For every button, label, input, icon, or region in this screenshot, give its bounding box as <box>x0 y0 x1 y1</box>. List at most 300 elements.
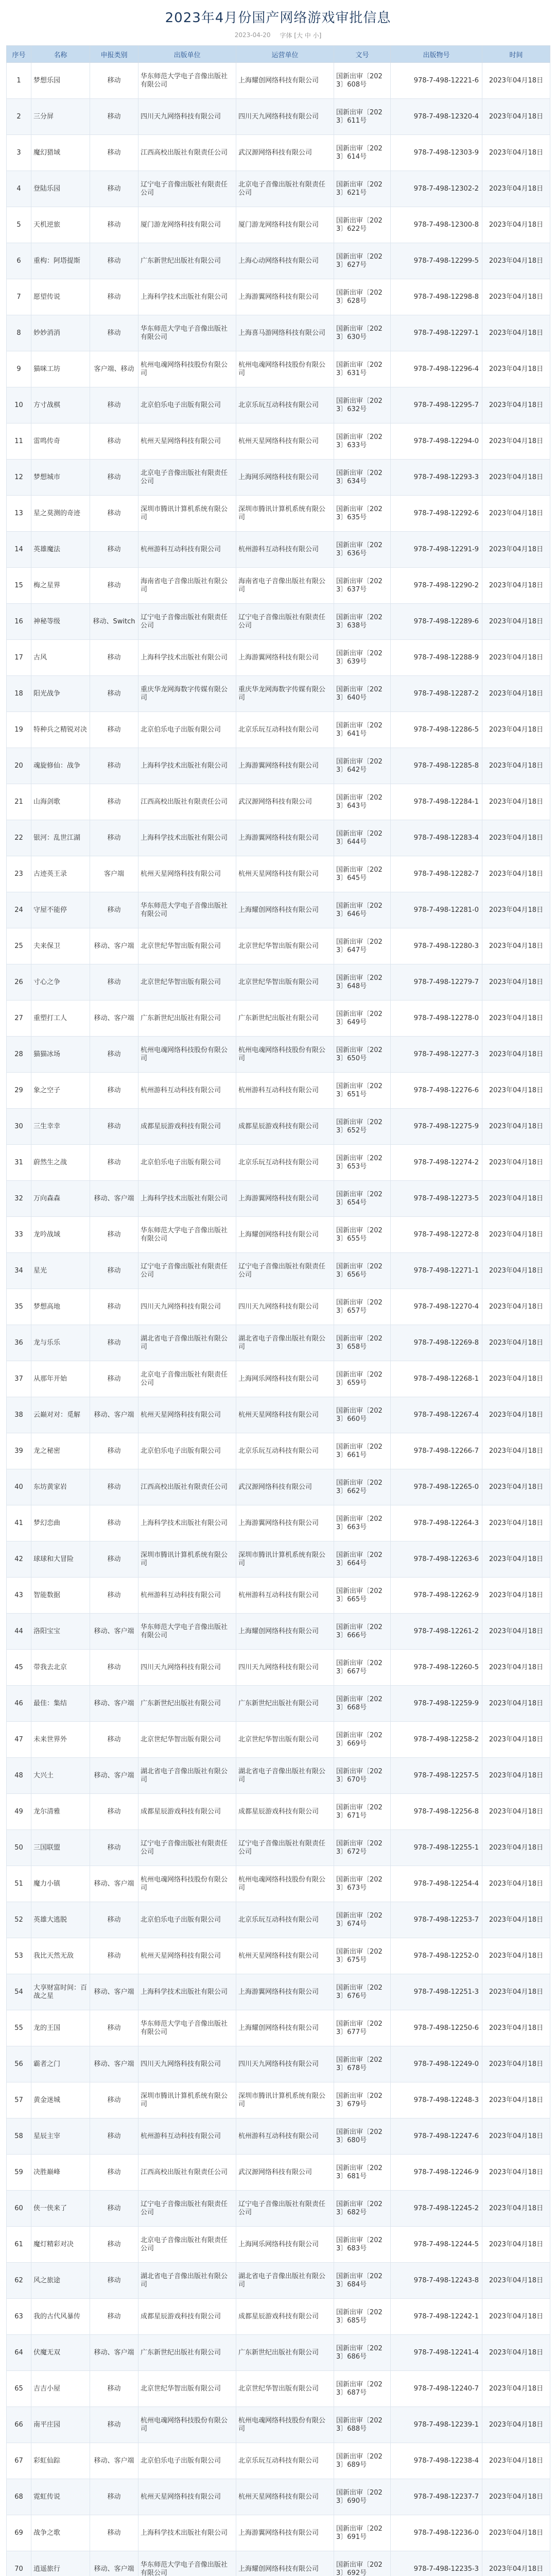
table-row <box>7 1866 550 1902</box>
cell-isbn: 978-7-498-12249-0 <box>391 2046 482 2082</box>
cell-operator: 武汉源网络科技有限公司 <box>236 2155 334 2191</box>
cell-approval-number: 国新出审〔2023〕644号 <box>334 820 391 856</box>
cell-category: 移动 <box>90 171 138 207</box>
cell-index: 47 <box>7 1722 31 1758</box>
cell-game-name: 蔚然生之战 <box>31 1145 90 1181</box>
cell-index: 30 <box>7 1109 31 1145</box>
table-row <box>7 1650 550 1686</box>
cell-game-name: 三分屏 <box>31 99 90 135</box>
cell-approval-number: 国新出审〔2023〕664号 <box>334 1541 391 1578</box>
cell-approval-number: 国新出审〔2023〕667号 <box>334 1650 391 1686</box>
cell-approval-number: 国新出审〔2023〕633号 <box>334 423 391 460</box>
cell-approval-number: 国新出审〔2023〕669号 <box>334 1722 391 1758</box>
cell-isbn: 978-7-498-12286-5 <box>391 712 482 748</box>
cell-date: 2023年04月18日 <box>482 1253 550 1289</box>
cell-isbn: 978-7-498-12277-3 <box>391 1037 482 1073</box>
cell-publisher: 北京伯乐电子出版有限公司 <box>138 712 236 748</box>
cell-index: 16 <box>7 604 31 640</box>
cell-index: 48 <box>7 1758 31 1794</box>
cell-category: 移动 <box>90 1325 138 1361</box>
cell-game-name: 古迹英王录 <box>31 856 90 892</box>
cell-isbn: 978-7-498-12281-0 <box>391 892 482 928</box>
cell-isbn: 978-7-498-12256-8 <box>391 1794 482 1830</box>
cell-category: 移动 <box>90 1722 138 1758</box>
cell-isbn: 978-7-498-12267-4 <box>391 1397 482 1433</box>
cell-approval-number: 国新出审〔2023〕642号 <box>334 748 391 784</box>
table-row <box>7 820 550 856</box>
cell-date: 2023年04月18日 <box>482 892 550 928</box>
table-row <box>7 63 550 99</box>
cell-date: 2023年04月18日 <box>482 1938 550 1974</box>
table-row <box>7 2119 550 2155</box>
cell-isbn: 978-7-498-12221-6 <box>391 63 482 99</box>
cell-game-name: 龙之秘密 <box>31 1433 90 1469</box>
cell-date: 2023年04月18日 <box>482 1866 550 1902</box>
cell-isbn: 978-7-498-12279-7 <box>391 964 482 1001</box>
cell-isbn: 978-7-498-12253-7 <box>391 1902 482 1938</box>
table-row <box>7 2407 550 2443</box>
cell-operator: 杭州电魂网络科技股份有限公司 <box>236 2407 334 2443</box>
cell-index: 4 <box>7 171 31 207</box>
cell-date: 2023年04月18日 <box>482 964 550 1001</box>
cell-publisher: 江西高校出版社有限责任公司 <box>138 135 236 171</box>
cell-date: 2023年04月18日 <box>482 1902 550 1938</box>
cell-game-name: 山海剑歌 <box>31 784 90 820</box>
cell-operator: 深圳市腾讯计算机系统有限公司 <box>236 1541 334 1578</box>
cell-approval-number: 国新出审〔2023〕643号 <box>334 784 391 820</box>
table-row <box>7 1253 550 1289</box>
table-row <box>7 1578 550 1614</box>
cell-isbn: 978-7-498-12266-7 <box>391 1433 482 1469</box>
cell-category: 移动 <box>90 99 138 135</box>
cell-category: 移动 <box>90 2299 138 2335</box>
column-header: 文号 <box>334 46 391 63</box>
header-row <box>7 46 550 63</box>
cell-publisher: 辽宁电子音像出版社有限责任公司 <box>138 1253 236 1289</box>
cell-date: 2023年04月18日 <box>482 1397 550 1433</box>
cell-game-name: 彩虹仙踪 <box>31 2443 90 2479</box>
table-row <box>7 2551 550 2576</box>
table-row <box>7 1361 550 1397</box>
cell-isbn: 978-7-498-12246-9 <box>391 2155 482 2191</box>
cell-index: 10 <box>7 387 31 423</box>
cell-category: 移动、客户端 <box>90 1397 138 1433</box>
cell-date: 2023年04月18日 <box>482 1614 550 1650</box>
cell-operator: 上海网乐网络科技有限公司 <box>236 460 334 496</box>
cell-isbn: 978-7-498-12292-6 <box>391 496 482 532</box>
cell-approval-number: 国新出审〔2023〕666号 <box>334 1614 391 1650</box>
cell-game-name: 最佳：集结 <box>31 1686 90 1722</box>
cell-index: 68 <box>7 2479 31 2515</box>
cell-date: 2023年04月18日 <box>482 2119 550 2155</box>
cell-date: 2023年04月18日 <box>482 640 550 676</box>
cell-game-name: 梦想高地 <box>31 1289 90 1325</box>
table-row <box>7 1758 550 1794</box>
table-row <box>7 2191 550 2227</box>
cell-publisher: 杭州电魂网络科技股份有限公司 <box>138 1037 236 1073</box>
cell-date: 2023年04月18日 <box>482 1109 550 1145</box>
cell-index: 26 <box>7 964 31 1001</box>
cell-isbn: 978-7-498-12260-5 <box>391 1650 482 1686</box>
cell-game-name: 万向森森 <box>31 1181 90 1217</box>
cell-publisher: 杭州天星网络科技有限公司 <box>138 2479 236 2515</box>
table-row <box>7 2371 550 2407</box>
cell-publisher: 四川天九网络科技有限公司 <box>138 99 236 135</box>
cell-game-name: 风之旅途 <box>31 2263 90 2299</box>
cell-operator: 杭州电魂网络科技股份有限公司 <box>236 1866 334 1902</box>
cell-publisher: 杭州天星网络科技有限公司 <box>138 423 236 460</box>
cell-isbn: 978-7-498-12236-0 <box>391 2515 482 2551</box>
cell-approval-number: 国新出审〔2023〕627号 <box>334 243 391 279</box>
table-row <box>7 423 550 460</box>
cell-isbn: 978-7-498-12300-8 <box>391 207 482 243</box>
table-row <box>7 2335 550 2371</box>
table-body <box>7 63 550 2576</box>
cell-approval-number: 国新出审〔2023〕671号 <box>334 1794 391 1830</box>
cell-publisher: 杭州天星网络科技有限公司 <box>138 1938 236 1974</box>
cell-operator: 杭州天星网络科技有限公司 <box>236 856 334 892</box>
cell-approval-number: 国新出审〔2023〕679号 <box>334 2082 391 2119</box>
cell-publisher: 江西高校出版社有限责任公司 <box>138 2155 236 2191</box>
cell-publisher: 杭州电魂网络科技股份有限公司 <box>138 351 236 387</box>
cell-index: 51 <box>7 1866 31 1902</box>
cell-date: 2023年04月18日 <box>482 1181 550 1217</box>
cell-approval-number: 国新出审〔2023〕638号 <box>334 604 391 640</box>
cell-game-name: 霓虹传说 <box>31 2479 90 2515</box>
cell-isbn: 978-7-498-12258-2 <box>391 1722 482 1758</box>
cell-publisher: 厦门游龙网络科技有限公司 <box>138 207 236 243</box>
cell-category: 移动、客户端 <box>90 1758 138 1794</box>
cell-category: 移动 <box>90 423 138 460</box>
cell-isbn: 978-7-498-12262-9 <box>391 1578 482 1614</box>
cell-approval-number: 国新出审〔2023〕640号 <box>334 676 391 712</box>
cell-isbn: 978-7-498-12291-9 <box>391 532 482 568</box>
page-title: 2023年4月份国产网络游戏审批信息 <box>165 10 391 26</box>
cell-operator: 辽宁电子音像出版社有限责任公司 <box>236 604 334 640</box>
cell-isbn: 978-7-498-12276-6 <box>391 1073 482 1109</box>
cell-publisher: 深圳市腾讯计算机系统有限公司 <box>138 1541 236 1578</box>
cell-approval-number: 国新出审〔2023〕683号 <box>334 2227 391 2263</box>
cell-index: 67 <box>7 2443 31 2479</box>
cell-publisher: 杭州电魂网络科技股份有限公司 <box>138 2407 236 2443</box>
cell-game-name: 梦想乐园 <box>31 63 90 99</box>
cell-isbn: 978-7-498-12243-8 <box>391 2263 482 2299</box>
table-row <box>7 1938 550 1974</box>
cell-game-name: 魂旋修仙：战争 <box>31 748 90 784</box>
cell-date: 2023年04月18日 <box>482 1217 550 1253</box>
table-row <box>7 568 550 604</box>
cell-index: 58 <box>7 2119 31 2155</box>
cell-publisher: 上海科学技术出版社有限公司 <box>138 1181 236 1217</box>
cell-index: 62 <box>7 2263 31 2299</box>
cell-game-name: 猫咪工坊 <box>31 351 90 387</box>
table-row <box>7 532 550 568</box>
table-row <box>7 2082 550 2119</box>
cell-isbn: 978-7-498-12251-3 <box>391 1974 482 2010</box>
table-row <box>7 2443 550 2479</box>
cell-category: 移动 <box>90 243 138 279</box>
cell-date: 2023年04月18日 <box>482 748 550 784</box>
cell-index: 54 <box>7 1974 31 2010</box>
cell-date: 2023年04月18日 <box>482 1794 550 1830</box>
cell-category: 移动 <box>90 1073 138 1109</box>
cell-approval-number: 国新出审〔2023〕691号 <box>334 2515 391 2551</box>
cell-category: 移动 <box>90 1505 138 1541</box>
table-row <box>7 1794 550 1830</box>
cell-index: 3 <box>7 135 31 171</box>
table-row <box>7 1145 550 1181</box>
cell-isbn: 978-7-498-12296-4 <box>391 351 482 387</box>
cell-approval-number: 国新出审〔2023〕681号 <box>334 2155 391 2191</box>
cell-isbn: 978-7-498-12252-0 <box>391 1938 482 1974</box>
cell-index: 15 <box>7 568 31 604</box>
cell-approval-number: 国新出审〔2023〕630号 <box>334 315 391 351</box>
cell-operator: 上海游翼网络科技有限公司 <box>236 1505 334 1541</box>
cell-operator: 上海耀创网络科技有限公司 <box>236 1614 334 1650</box>
cell-game-name: 从那年开始 <box>31 1361 90 1397</box>
cell-approval-number: 国新出审〔2023〕663号 <box>334 1505 391 1541</box>
cell-isbn: 978-7-498-12289-6 <box>391 604 482 640</box>
table-row <box>7 2479 550 2515</box>
cell-index: 36 <box>7 1325 31 1361</box>
cell-category: 移动、客户端 <box>90 2551 138 2576</box>
table-row <box>7 1217 550 1253</box>
cell-operator: 成都星辰游戏科技有限公司 <box>236 1109 334 1145</box>
cell-operator: 杭州天星网络科技有限公司 <box>236 423 334 460</box>
cell-operator: 辽宁电子音像出版社有限责任公司 <box>236 2191 334 2227</box>
cell-publisher: 华东师范大学电子音像出版社有限公司 <box>138 63 236 99</box>
cell-game-name: 伏魔无双 <box>31 2335 90 2371</box>
cell-date: 2023年04月18日 <box>482 135 550 171</box>
cell-game-name: 梦幻恋曲 <box>31 1505 90 1541</box>
cell-index: 63 <box>7 2299 31 2335</box>
cell-index: 39 <box>7 1433 31 1469</box>
cell-operator: 杭州天星网络科技有限公司 <box>236 2479 334 2515</box>
cell-game-name: 银河：乱世江湖 <box>31 820 90 856</box>
cell-publisher: 上海科学技术出版社有限公司 <box>138 1974 236 2010</box>
cell-category: 移动 <box>90 2407 138 2443</box>
cell-game-name: 三国联盟 <box>31 1830 90 1866</box>
cell-operator: 杭州游科互动科技有限公司 <box>236 532 334 568</box>
cell-isbn: 978-7-498-12293-3 <box>391 460 482 496</box>
cell-approval-number: 国新出审〔2023〕684号 <box>334 2263 391 2299</box>
cell-publisher: 华东师范大学电子音像出版社有限公司 <box>138 315 236 351</box>
cell-operator: 武汉源网络科技有限公司 <box>236 784 334 820</box>
cell-isbn: 978-7-498-12257-5 <box>391 1758 482 1794</box>
cell-date: 2023年04月18日 <box>482 2263 550 2299</box>
cell-operator: 广东新世纪出版社有限公司 <box>236 1686 334 1722</box>
cell-date: 2023年04月18日 <box>482 2082 550 2119</box>
cell-game-name: 守屋不能停 <box>31 892 90 928</box>
cell-date: 2023年04月18日 <box>482 676 550 712</box>
cell-approval-number: 国新出审〔2023〕654号 <box>334 1181 391 1217</box>
cell-isbn: 978-7-498-12282-7 <box>391 856 482 892</box>
cell-game-name: 大兴土 <box>31 1758 90 1794</box>
cell-operator: 广东新世纪出版社有限公司 <box>236 2335 334 2371</box>
cell-date: 2023年04月18日 <box>482 1289 550 1325</box>
cell-operator: 北京乐玩互动科技有限公司 <box>236 712 334 748</box>
cell-index: 33 <box>7 1217 31 1253</box>
table-row <box>7 1001 550 1037</box>
table-row <box>7 1902 550 1938</box>
font-size-switch[interactable]: 字体 [大 中 小] <box>280 31 322 39</box>
cell-isbn: 978-7-498-12255-1 <box>391 1830 482 1866</box>
cell-operator: 杭州游科互动科技有限公司 <box>236 1073 334 1109</box>
cell-publisher: 湖北省电子音像出版社有限公司 <box>138 1325 236 1361</box>
cell-index: 7 <box>7 279 31 315</box>
column-header: 名称 <box>31 46 90 63</box>
cell-date: 2023年04月18日 <box>482 2479 550 2515</box>
cell-publisher: 四川天九网络科技有限公司 <box>138 1289 236 1325</box>
cell-operator: 深圳市腾讯计算机系统有限公司 <box>236 496 334 532</box>
column-header: 序号 <box>7 46 31 63</box>
cell-game-name: 吉吉小屋 <box>31 2371 90 2407</box>
cell-date: 2023年04月18日 <box>482 1758 550 1794</box>
cell-category: 移动 <box>90 2119 138 2155</box>
cell-category: 移动、客户端 <box>90 928 138 964</box>
cell-approval-number: 国新出审〔2023〕635号 <box>334 496 391 532</box>
cell-publisher: 辽宁电子音像出版社有限责任公司 <box>138 171 236 207</box>
cell-isbn: 978-7-498-12302-2 <box>391 171 482 207</box>
cell-isbn: 978-7-498-12283-4 <box>391 820 482 856</box>
cell-game-name: 方寸战棋 <box>31 387 90 423</box>
table-row <box>7 2010 550 2046</box>
cell-date: 2023年04月18日 <box>482 99 550 135</box>
cell-game-name: 我比天然无敌 <box>31 1938 90 1974</box>
cell-category: 移动 <box>90 892 138 928</box>
cell-operator: 湖北省电子音像出版社有限公司 <box>236 2263 334 2299</box>
cell-category: 移动 <box>90 748 138 784</box>
cell-category: 移动 <box>90 2479 138 2515</box>
table-row <box>7 2227 550 2263</box>
cell-operator: 成都星辰游戏科技有限公司 <box>236 1794 334 1830</box>
cell-approval-number: 国新出审〔2023〕648号 <box>334 964 391 1001</box>
cell-operator: 四川天九网络科技有限公司 <box>236 1289 334 1325</box>
cell-publisher: 北京世纪华智出版有限公司 <box>138 2371 236 2407</box>
table-row <box>7 315 550 351</box>
cell-index: 44 <box>7 1614 31 1650</box>
cell-operator: 上海耀创网络科技有限公司 <box>236 2551 334 2576</box>
cell-category: 移动 <box>90 460 138 496</box>
cell-approval-number: 国新出审〔2023〕611号 <box>334 99 391 135</box>
cell-index: 25 <box>7 928 31 964</box>
cell-publisher: 北京世纪华智出版有限公司 <box>138 1722 236 1758</box>
cell-game-name: 古风 <box>31 640 90 676</box>
cell-game-name: 魔灯精彩对决 <box>31 2227 90 2263</box>
cell-isbn: 978-7-498-12294-0 <box>391 423 482 460</box>
cell-date: 2023年04月18日 <box>482 820 550 856</box>
cell-index: 35 <box>7 1289 31 1325</box>
cell-approval-number: 国新出审〔2023〕655号 <box>334 1217 391 1253</box>
table-row <box>7 243 550 279</box>
cell-approval-number: 国新出审〔2023〕665号 <box>334 1578 391 1614</box>
cell-index: 9 <box>7 351 31 387</box>
table-row <box>7 1073 550 1109</box>
cell-category: 移动 <box>90 640 138 676</box>
cell-date: 2023年04月18日 <box>482 207 550 243</box>
table-row <box>7 712 550 748</box>
table-row <box>7 1722 550 1758</box>
cell-publisher: 北京伯乐电子出版有限公司 <box>138 1433 236 1469</box>
cell-publisher: 辽宁电子音像出版社有限责任公司 <box>138 604 236 640</box>
table-row <box>7 856 550 892</box>
cell-index: 21 <box>7 784 31 820</box>
cell-approval-number: 国新出审〔2023〕634号 <box>334 460 391 496</box>
cell-category: 移动 <box>90 784 138 820</box>
cell-game-name: 梦想城市 <box>31 460 90 496</box>
cell-publisher: 上海科学技术出版社有限公司 <box>138 748 236 784</box>
cell-category: 移动 <box>90 135 138 171</box>
cell-index: 52 <box>7 1902 31 1938</box>
cell-date: 2023年04月18日 <box>482 351 550 387</box>
cell-game-name: 侠一侠来了 <box>31 2191 90 2227</box>
cell-operator: 四川天九网络科技有限公司 <box>236 1650 334 1686</box>
cell-operator: 北京乐玩互动科技有限公司 <box>236 1902 334 1938</box>
cell-date: 2023年04月18日 <box>482 1650 550 1686</box>
cell-index: 40 <box>7 1469 31 1505</box>
cell-category: 移动 <box>90 279 138 315</box>
cell-isbn: 978-7-498-12242-1 <box>391 2299 482 2335</box>
cell-index: 64 <box>7 2335 31 2371</box>
table-row <box>7 460 550 496</box>
cell-approval-number: 国新出审〔2023〕689号 <box>334 2443 391 2479</box>
cell-publisher: 杭州天星网络科技有限公司 <box>138 856 236 892</box>
cell-index: 70 <box>7 2551 31 2576</box>
cell-index: 17 <box>7 640 31 676</box>
cell-game-name: 战争之歌 <box>31 2515 90 2551</box>
cell-index: 1 <box>7 63 31 99</box>
approval-table <box>6 45 550 2576</box>
cell-date: 2023年04月18日 <box>482 856 550 892</box>
cell-category: 移动 <box>90 1830 138 1866</box>
cell-approval-number: 国新出审〔2023〕614号 <box>334 135 391 171</box>
cell-isbn: 978-7-498-12297-1 <box>391 315 482 351</box>
cell-category: 移动、客户端 <box>90 2443 138 2479</box>
column-header: 出版物号 <box>391 46 482 63</box>
cell-publisher: 北京伯乐电子出版有限公司 <box>138 387 236 423</box>
cell-approval-number: 国新出审〔2023〕628号 <box>334 279 391 315</box>
cell-game-name: 猫猫冰场 <box>31 1037 90 1073</box>
cell-date: 2023年04月18日 <box>482 1722 550 1758</box>
cell-category: 移动、Switch <box>90 604 138 640</box>
cell-approval-number: 国新出审〔2023〕680号 <box>334 2119 391 2155</box>
cell-date: 2023年04月18日 <box>482 1505 550 1541</box>
cell-isbn: 978-7-498-12265-0 <box>391 1469 482 1505</box>
cell-date: 2023年04月18日 <box>482 2407 550 2443</box>
cell-game-name: 球球和大冒险 <box>31 1541 90 1578</box>
cell-operator: 湖北省电子音像出版社有限公司 <box>236 1325 334 1361</box>
cell-publisher: 广东新世纪出版社有限公司 <box>138 1686 236 1722</box>
cell-publisher: 华东师范大学电子音像出版社有限公司 <box>138 2551 236 2576</box>
cell-publisher: 辽宁电子音像出版社有限责任公司 <box>138 1830 236 1866</box>
cell-date: 2023年04月18日 <box>482 2515 550 2551</box>
cell-index: 31 <box>7 1145 31 1181</box>
cell-date: 2023年04月18日 <box>482 2046 550 2082</box>
cell-operator: 杭州游科互动科技有限公司 <box>236 2119 334 2155</box>
cell-index: 32 <box>7 1181 31 1217</box>
cell-approval-number: 国新出审〔2023〕661号 <box>334 1433 391 1469</box>
cell-isbn: 978-7-498-12287-2 <box>391 676 482 712</box>
cell-category: 移动 <box>90 63 138 99</box>
cell-category: 移动 <box>90 2082 138 2119</box>
cell-category: 移动 <box>90 676 138 712</box>
cell-approval-number: 国新出审〔2023〕686号 <box>334 2335 391 2371</box>
cell-index: 53 <box>7 1938 31 1974</box>
cell-category: 移动 <box>90 2191 138 2227</box>
cell-category: 移动 <box>90 1902 138 1938</box>
cell-publisher: 重庆华龙网海数字传媒有限公司 <box>138 676 236 712</box>
cell-isbn: 978-7-498-12275-9 <box>391 1109 482 1145</box>
